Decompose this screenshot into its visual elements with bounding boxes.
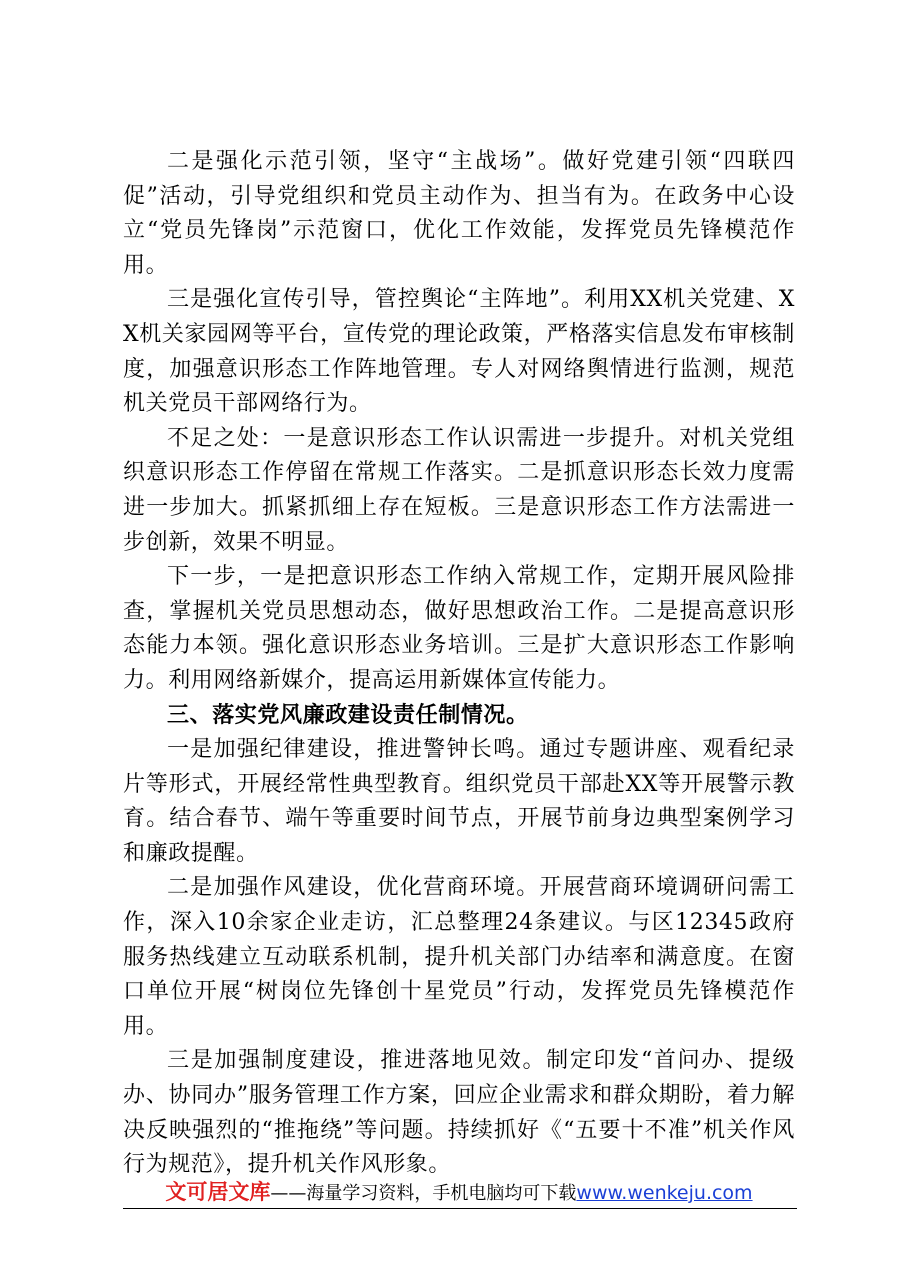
paragraph-discipline: 一是加强纪律建设，推进警钟长鸣。通过专题讲座、观看纪录片等形式，开展经常性典型教育。组织党员干部赴XX等开展警示教育。结合春节、端午等重要时间节点，开展节前身边典型案例学习和廉政提醒。 bbox=[123, 737, 795, 866]
page-footer bbox=[123, 1176, 795, 1206]
paragraph-institutions: 三是加强制度建设，推进落地见效。制定印发“首问办、提级办、协同办”服务管理工作方案，回应企业需求和群众期盼，着力解决反映强烈的“推拖绕”等问题。持续抓好《“五要十不准”机关作风行为规范》，提升机关作风形象。 bbox=[123, 1048, 795, 1178]
paragraph-publicity: 三是强化宣传引导，管控舆论“主阵地”。利用XX机关党建、XX机关家园网等平台，宣传党的理论政策，严格落实信息发布审核制度，加强意识形态工作阵地管理。专人对网络舆情进行监测，规范机关党员干部网络行为。 bbox=[123, 287, 795, 417]
paragraph-work-style: 二是加强作风建设，优化营商环境。开展营商环境调研问需工作，深入10余家企业走访，汇总整理24条建议。与区12345政府服务热线建立互动联系机制，提升机关部门办结率和满意度。在窗口单位开展“树岗位先锋创十星党员”行动，发挥党员先锋模范作用。 bbox=[123, 875, 795, 1039]
footer-divider bbox=[123, 1208, 797, 1209]
paragraph-shortcomings: 不足之处：一是意识形态工作认识需进一步提升。对机关党组织意识形态工作停留在常规工作落实。二是抓意识形态长效力度需进一步加大。抓紧抓细上存在短板。三是意识形态工作方法需进一步创新，效果不明显。 bbox=[123, 425, 795, 555]
footer-website-link[interactable]: www.wenkeju.com bbox=[576, 1182, 753, 1204]
section-heading: 三、落实党风廉政建设责任制情况。 bbox=[167, 702, 529, 728]
paragraph-demonstration: 二是强化示范引领，坚守“主战场”。做好党建引领“四联四促”活动，引导党组织和党员主动作为、担当有为。在政务中心设立“党员先锋岗”示范窗口，优化工作效能，发挥党员先锋模范作用。 bbox=[123, 149, 795, 278]
footer-tagline: ——海量学习资料，手机电脑均可下载 bbox=[270, 1183, 577, 1204]
document-body bbox=[123, 145, 795, 1183]
footer-brand: 文可居文库 bbox=[165, 1180, 271, 1204]
paragraph-next-steps: 下一步，一是把意识形态工作纳入常规工作，定期开展风险排查，掌握机关党员思想动态，做好思想政治工作。二是提高意识形态能力本领。强化意识形态业务培训。三是扩大意识形态工作影响力。利用网络新媒介，提高运用新媒体宣传能力。 bbox=[123, 564, 795, 693]
